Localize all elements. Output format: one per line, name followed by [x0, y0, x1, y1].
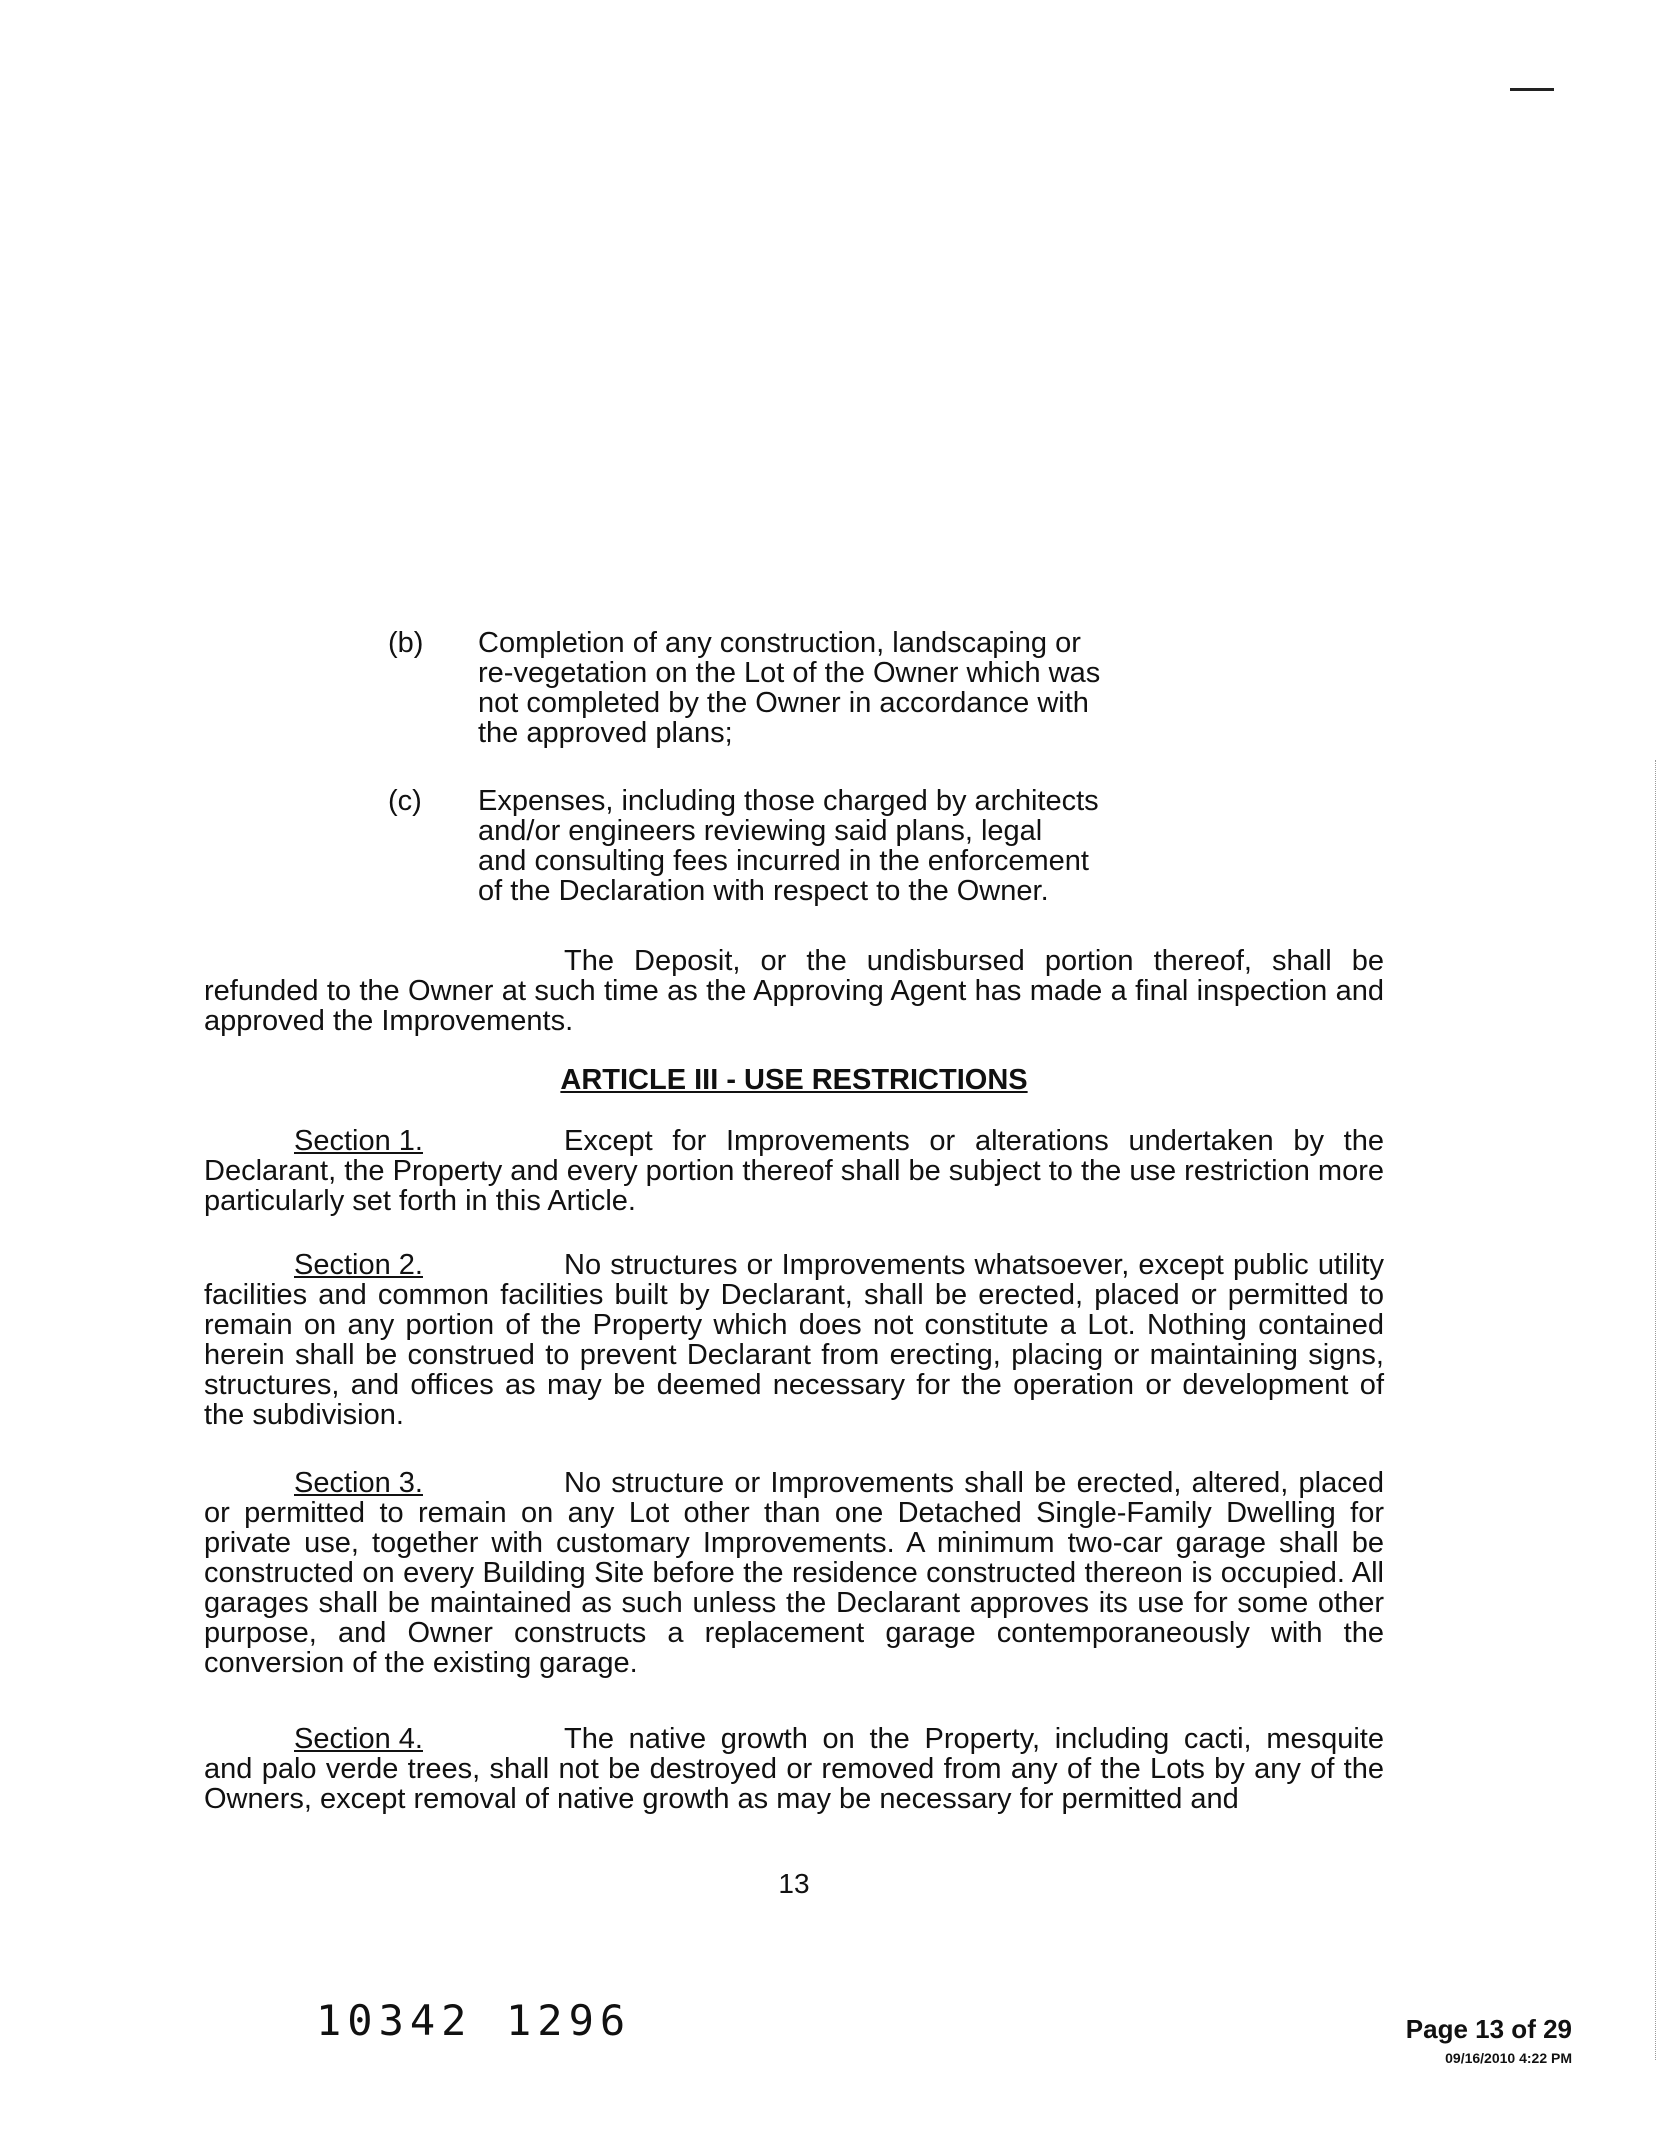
section-2-paragraph — [204, 1250, 1384, 1430]
section-text: Except for Improvements or alterations undertaken by the Declarant, the Property and every portion thereof shall be subject to the use restriction more particularly set forth in this Article. — [204, 1125, 1384, 1217]
section-1-paragraph — [204, 1126, 1384, 1216]
recording-page-number: 1296 — [506, 1996, 632, 2045]
list-item-line: and/or engineers reviewing said plans, legal — [478, 815, 1043, 847]
section-heading: Section 1. — [294, 1125, 423, 1157]
list-item-line: and consulting fees incurred in the enforcement — [478, 845, 1089, 877]
section-heading: Section 2. — [294, 1249, 423, 1281]
print-timestamp: 09/16/2010 4:22 PM — [1445, 2050, 1572, 2066]
section-text: The native growth on the Property, including cacti, mesquite and palo verde trees, shall not be destroyed or removed from any of the Lots by any of the Owners, except removal of native growth as may be necessary for permitted and — [204, 1723, 1384, 1815]
section-text: No structures or Improvements whatsoever, except public utility facilities and common facilities built by Declarant, shall be erected, placed or permitted to remain on any portion of the Property which does not constitute a Lot. Nothing contained herein shall be construed to prevent Declarant from erecting, placing or maintaining signs, structures, and offices as may be deemed necessary for the operation or development of the subdivision. — [204, 1249, 1384, 1431]
section-3-paragraph — [204, 1468, 1384, 1678]
list-item-line: Expenses, including those charged by architects — [478, 785, 1099, 817]
page-number: 13 — [778, 1868, 810, 1899]
article-title: ARTICLE III - USE RESTRICTIONS — [560, 1064, 1028, 1096]
list-item-letter: (b) — [388, 627, 424, 659]
list-item-line: not completed by the Owner in accordance with — [478, 687, 1089, 719]
list-item-line: Completion of any construction, landscaping or — [478, 627, 1081, 659]
section-heading: Section 4. — [294, 1723, 423, 1755]
deposit-paragraph-text: The Deposit, or the undisbursed portion thereof, shall be refunded to the Owner at such time as the Approving Agent has made a final inspection and approved the Improvements. — [204, 945, 1384, 1037]
section-heading: Section 3. — [294, 1467, 423, 1499]
list-item-line: of the Declaration with respect to the Owner. — [478, 875, 1049, 907]
list-item-line: the approved plans; — [478, 717, 733, 749]
list-item-body — [478, 628, 1138, 748]
list-item-line: re-vegetation on the Lot of the Owner which was — [478, 657, 1101, 689]
scan-edge-line — [1655, 760, 1657, 2060]
recording-book-number: 10342 — [316, 1996, 473, 2045]
list-item-body — [478, 786, 1138, 906]
section-text: No structure or Improvements shall be erected, altered, placed or permitted to remain on any Lot other than one Detached Single-Family Dwelling for private use, together with customary Improvements. A minimum two-car garage shall be constructed on every Building Site before the residence constructed thereon is occupied. All garages shall be maintained as such unless the Declarant approves its use for some other purpose, and Owner constructs a replacement garage contemporaneously with the conversion of the existing garage. — [204, 1467, 1384, 1679]
corner-dash-mark — [1510, 88, 1554, 91]
deposit-paragraph — [204, 946, 1384, 1036]
page-of-total: Page 13 of 29 — [1405, 2014, 1572, 2044]
list-item-letter: (c) — [388, 785, 422, 817]
section-4-paragraph — [204, 1724, 1384, 1814]
